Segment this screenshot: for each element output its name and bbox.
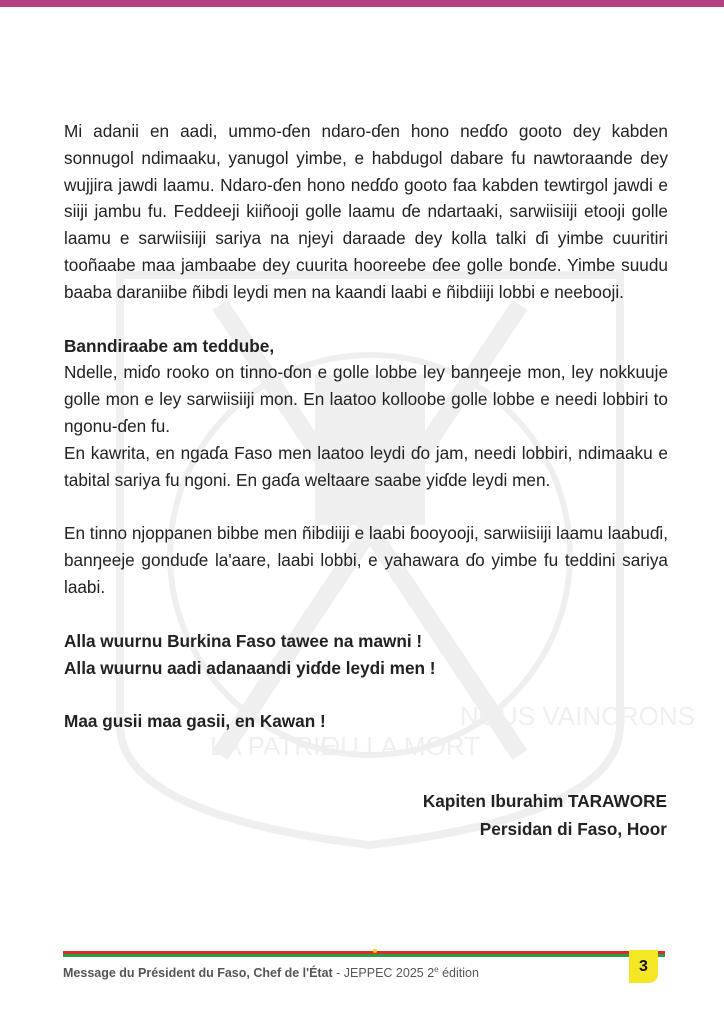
page-number-badge: 3 (629, 950, 658, 983)
watermark-motto-left: LA PATRIE (210, 731, 338, 761)
closing-line-1: Alla wuurnu Burkina Faso tawee na mawni ! (64, 630, 423, 651)
closing-line-2: Alla wuurnu aadi adanaandi yiɗde leydi men ! (64, 657, 436, 678)
closing-line-3: Maa gusii maa gasii, en Kawan ! (64, 711, 326, 732)
footer-edition-end: édition (438, 966, 479, 981)
footer-title: Message du Président du Faso, Chef de l'État (63, 966, 333, 981)
watermark-motto-mid: OU LA MORT (320, 731, 480, 761)
message-body (64, 118, 668, 735)
footer-caption (63, 965, 479, 980)
greeting-heading: Banndiraabe am teddube, (64, 335, 275, 356)
paragraph-1: Mi adanii en aadi, ummo-ɗen ndaro-ɗen hono neɗɗo gooto dey kabden sonnugol ndimaaku, yanugol yimbe, e habdugol dabare fu nawtoraande dey wujjira jawdi laamu. Ndaro-ɗen hono neɗɗo gooto faa kabden tewtirgol jawdi e siiji jambu fu. Feddeeji kiiñooji golle laamu ɗe ndartaaki, sarwiisiiji etooji golle laamu e sarwiisiiji sariya na njeyi daraade dey kolla talki ɗi yimbe cuuritiri tooñaabe maa jambaabe dey cuurita hooreebe ɗee golle bonɗe. Yimbe suudu baaba daraniibe ñibdi leydi men na kaandi laabi e ñibdiiji lobbi e neebooji. (64, 121, 668, 302)
footer-edition: - JEPPEC 2025 2 (332, 966, 435, 981)
paragraph-2: Ndelle, miɗo rooko on tinno-ɗon e golle lobbe ley banŋeeje mon, ley nokkuuje golle mon e ley sarwiisiiji mon. En laatoo kolloobe golle lobbe e needi lobbiri to ngonu-ɗen fu. (64, 362, 668, 436)
flag-green-stripe (63, 954, 665, 957)
signature-block (423, 787, 667, 843)
signatory-title: Persidan di Faso, Hoor (479, 819, 667, 839)
flag-star-icon (373, 949, 377, 953)
signatory-name: Kapiten Iburahim TARAWORE (422, 791, 667, 811)
flag-divider (63, 951, 665, 958)
top-accent-bar (0, 0, 724, 7)
paragraph-3: En kawrita, en ngaɗa Faso men laatoo leydi ɗo jam, needi lobbiri, ndimaaku e tabital sariya fu ngoni. En gaɗa weltaare saabe yiɗde leydi men. (64, 442, 668, 490)
watermark-motto-right: NOUS VAINCRONS (460, 701, 695, 731)
footer-edition-sup: e (434, 965, 439, 974)
paragraph-4: En tinno njoppanen bibbe men ñibdiiji e laabi ɓooyooji, sarwiisiiji laamu laabuɗi, banŋeeje gonduɗe la'aare, laabi lobbi, e yahawara ɗo yimbe fu teddini sariya laabi. (64, 523, 668, 597)
